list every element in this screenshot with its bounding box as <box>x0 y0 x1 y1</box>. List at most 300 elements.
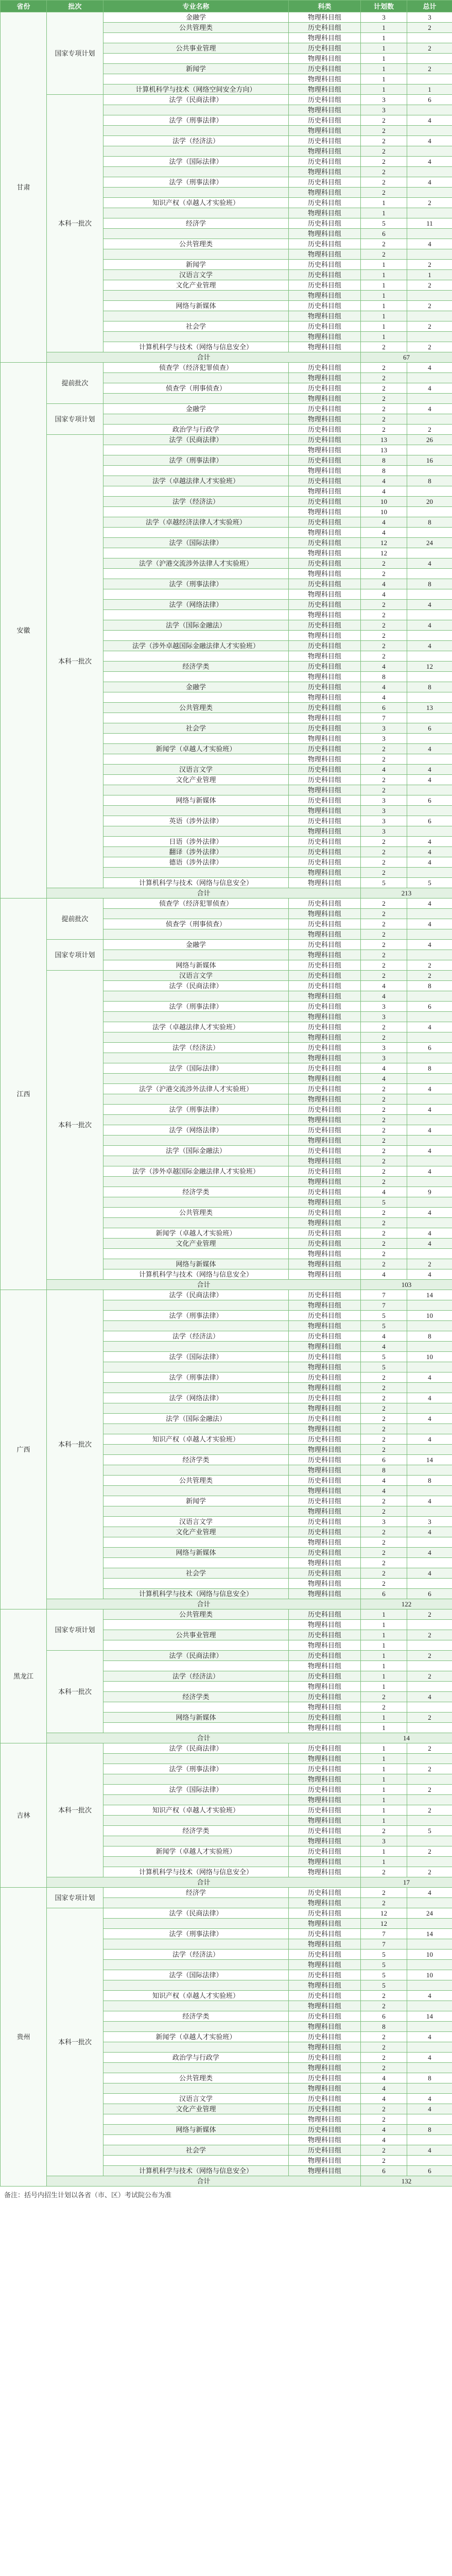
plan-count-cell: 7 <box>361 1939 407 1950</box>
subject-group-cell: 物理科目组 <box>289 929 361 940</box>
total-value: 122 <box>361 1599 452 1609</box>
major-cell <box>103 672 289 682</box>
subject-group-cell: 物理科目组 <box>289 734 361 744</box>
major-cell: 法学（民商法律） <box>103 1290 289 1300</box>
major-cell: 法学（刑事法律） <box>103 1105 289 1115</box>
plan-count-cell: 4 <box>361 2073 407 2083</box>
major-cell: 法学（网络法律） <box>103 600 289 610</box>
total-cell: 4 <box>407 404 452 414</box>
subject-group-cell: 物理科目组 <box>289 610 361 620</box>
total-cell: 9 <box>407 1187 452 1197</box>
major-cell <box>103 2022 289 2032</box>
total-cell <box>407 1218 452 1228</box>
header-subject-group: 科类 <box>289 1 361 12</box>
major-cell <box>103 713 289 723</box>
total-cell: 2 <box>407 1743 452 1754</box>
plan-count-cell: 2 <box>361 1156 407 1166</box>
total-cell <box>407 1795 452 1805</box>
major-cell: 社会学 <box>103 321 289 332</box>
major-cell <box>103 1424 289 1434</box>
plan-count-cell: 2 <box>361 940 407 950</box>
plan-count-cell: 2 <box>361 146 407 157</box>
subject-group-cell: 物理科目组 <box>289 1259 361 1269</box>
total-cell: 2 <box>407 1846 452 1857</box>
total-cell: 4 <box>407 1084 452 1094</box>
major-cell: 法学（刑事法律） <box>103 455 289 466</box>
major-cell <box>103 651 289 662</box>
major-cell: 经济学 <box>103 218 289 229</box>
total-cell <box>407 74 452 84</box>
plan-count-cell: 13 <box>361 445 407 455</box>
plan-count-cell: 2 <box>361 2063 407 2073</box>
subject-group-cell: 物理科目组 <box>289 1197 361 1208</box>
total-cell: 14 <box>407 1455 452 1465</box>
subject-group-cell: 历史科目组 <box>289 383 361 394</box>
major-cell <box>103 2042 289 2053</box>
table-header-row <box>1 1 452 12</box>
plan-count-cell: 4 <box>361 2125 407 2135</box>
plan-count-cell: 1 <box>361 33 407 43</box>
plan-count-cell: 2 <box>361 394 407 404</box>
subject-group-cell: 历史科目组 <box>289 2094 361 2104</box>
major-cell <box>103 414 289 425</box>
total-cell <box>407 548 452 558</box>
subject-group-cell: 物理科目组 <box>289 1579 361 1589</box>
total-cell: 4 <box>407 1888 452 1898</box>
plan-count-cell: 6 <box>361 1589 407 1599</box>
plan-count-cell: 2 <box>361 1383 407 1393</box>
major-cell: 汉语言文学 <box>103 1517 289 1527</box>
plan-count-cell: 4 <box>361 1476 407 1486</box>
subject-group-cell: 历史科目组 <box>289 641 361 651</box>
total-cell <box>407 373 452 383</box>
major-cell: 法学（卓越法律人才实验班） <box>103 1022 289 1032</box>
subject-group-cell: 物理科目组 <box>289 1053 361 1063</box>
plan-count-cell: 2 <box>361 558 407 569</box>
major-cell <box>103 1754 289 1764</box>
major-cell <box>103 1342 289 1352</box>
subject-group-cell: 历史科目组 <box>289 1805 361 1816</box>
total-cell: 3 <box>407 12 452 23</box>
total-cell <box>407 1197 452 1208</box>
total-cell <box>407 1300 452 1311</box>
plan-count-cell: 1 <box>361 1640 407 1651</box>
subject-group-cell: 历史科目组 <box>289 940 361 950</box>
major-cell <box>103 394 289 404</box>
major-cell <box>103 105 289 115</box>
subject-group-cell: 物理科目组 <box>289 1640 361 1651</box>
plan-count-cell: 2 <box>361 1115 407 1125</box>
header-batch: 批次 <box>47 1 103 12</box>
total-cell: 4 <box>407 1568 452 1579</box>
plan-count-cell: 1 <box>361 332 407 342</box>
total-cell <box>407 950 452 960</box>
total-cell: 4 <box>407 177 452 188</box>
subject-group-cell: 物理科目组 <box>289 84 361 95</box>
plan-count-cell: 1 <box>361 64 407 74</box>
total-cell: 5 <box>407 878 452 888</box>
plan-count-cell: 3 <box>361 734 407 744</box>
subject-group-cell: 物理科目组 <box>289 1836 361 1846</box>
total-cell: 4 <box>407 1239 452 1249</box>
total-cell <box>407 1032 452 1043</box>
subject-group-cell: 物理科目组 <box>289 2042 361 2053</box>
total-cell <box>407 1094 452 1105</box>
major-cell: 知识产权（卓越人才实验班） <box>103 1805 289 1816</box>
plan-count-cell: 4 <box>361 991 407 1002</box>
plan-count-cell: 3 <box>361 816 407 826</box>
subject-group-cell: 历史科目组 <box>289 270 361 280</box>
total-cell <box>407 713 452 723</box>
subject-group-cell: 物理科目组 <box>289 126 361 136</box>
plan-count-cell: 2 <box>361 136 407 146</box>
plan-count-cell: 2 <box>361 373 407 383</box>
subject-group-cell: 物理科目组 <box>289 1403 361 1414</box>
subject-group-cell: 物理科目组 <box>289 1269 361 1280</box>
total-cell <box>407 33 452 43</box>
total-cell <box>407 2001 452 2011</box>
total-cell: 4 <box>407 115 452 126</box>
plan-count-cell: 1 <box>361 280 407 291</box>
plan-count-cell: 2 <box>361 1228 407 1239</box>
plan-count-cell: 4 <box>361 517 407 528</box>
plan-count-cell: 12 <box>361 1908 407 1919</box>
plan-count-cell: 2 <box>361 1867 407 1877</box>
plan-count-cell: 2 <box>361 950 407 960</box>
plan-count-cell: 2 <box>361 126 407 136</box>
total-cell <box>407 1558 452 1568</box>
major-cell <box>103 1218 289 1228</box>
major-cell: 公共管理类 <box>103 239 289 249</box>
major-cell: 法学（刑事法律） <box>103 177 289 188</box>
major-cell <box>103 1836 289 1846</box>
subject-group-cell: 历史科目组 <box>289 1630 361 1640</box>
major-cell: 计算机科学与技术（网络与信息安全） <box>103 1589 289 1599</box>
subject-group-cell: 物理科目组 <box>289 528 361 538</box>
plan-count-cell: 1 <box>361 1620 407 1630</box>
major-cell <box>103 785 289 795</box>
subject-group-cell: 历史科目组 <box>289 558 361 569</box>
plan-count-cell: 2 <box>361 744 407 754</box>
major-cell <box>103 1197 289 1208</box>
major-cell: 法学（国际金融法） <box>103 620 289 631</box>
subject-group-cell: 物理科目组 <box>289 1383 361 1393</box>
plan-count-cell: 5 <box>361 1970 407 1980</box>
total-cell <box>407 311 452 321</box>
plan-count-cell: 1 <box>361 1846 407 1857</box>
plan-count-cell: 2 <box>361 2053 407 2063</box>
major-cell <box>103 929 289 940</box>
subject-group-cell: 历史科目组 <box>289 682 361 692</box>
major-cell <box>103 1960 289 1970</box>
major-cell <box>103 1300 289 1311</box>
plan-count-cell: 2 <box>361 868 407 878</box>
plan-count-cell: 2 <box>361 1403 407 1414</box>
total-cell: 4 <box>407 1269 452 1280</box>
plan-count-cell: 1 <box>361 1609 407 1620</box>
total-cell: 2 <box>407 260 452 270</box>
batch-cell: 提前批次 <box>47 363 103 404</box>
total-cell: 4 <box>407 837 452 847</box>
major-cell <box>103 1558 289 1568</box>
major-cell: 汉语言文学 <box>103 971 289 981</box>
subject-group-cell: 物理科目组 <box>289 167 361 177</box>
subject-group-cell: 物理科目组 <box>289 414 361 425</box>
total-cell <box>407 1115 452 1125</box>
total-cell <box>407 991 452 1002</box>
major-cell <box>103 1115 289 1125</box>
major-cell: 法学（沪港交流涉外法律人才实验班） <box>103 558 289 569</box>
total-cell: 13 <box>407 703 452 713</box>
plan-count-cell: 8 <box>361 466 407 476</box>
total-cell: 2 <box>407 1805 452 1816</box>
plan-count-cell: 13 <box>361 435 407 445</box>
major-cell: 计算机科学与技术（网络与信息安全） <box>103 2166 289 2176</box>
major-cell <box>103 826 289 837</box>
total-cell <box>407 2022 452 2032</box>
plan-count-cell: 4 <box>361 528 407 538</box>
major-cell <box>103 754 289 765</box>
plan-count-cell: 2 <box>361 1826 407 1836</box>
major-cell <box>103 167 289 177</box>
total-cell: 4 <box>407 857 452 868</box>
plan-count-cell: 3 <box>361 1517 407 1527</box>
major-cell: 经济学类 <box>103 1455 289 1465</box>
subject-group-cell: 历史科目组 <box>289 218 361 229</box>
subject-group-cell: 物理科目组 <box>289 466 361 476</box>
total-cell: 6 <box>407 723 452 734</box>
plan-count-cell: 3 <box>361 806 407 816</box>
major-cell: 汉语言文学 <box>103 270 289 280</box>
major-cell: 法学（网络法律） <box>103 1393 289 1403</box>
major-cell <box>103 1136 289 1146</box>
subject-group-cell: 历史科目组 <box>289 1372 361 1383</box>
total-cell: 14 <box>407 2011 452 2022</box>
subject-group-cell: 历史科目组 <box>289 435 361 445</box>
subject-group-cell: 历史科目组 <box>289 239 361 249</box>
plan-count-cell: 2 <box>361 2032 407 2042</box>
plan-count-cell: 2 <box>361 600 407 610</box>
total-cell <box>407 2063 452 2073</box>
major-cell: 公共管理类 <box>103 23 289 33</box>
plan-count-cell: 4 <box>361 662 407 672</box>
subject-group-cell: 物理科目组 <box>289 1177 361 1187</box>
subject-group-cell: 物理科目组 <box>289 1486 361 1496</box>
plan-count-cell: 4 <box>361 1074 407 1084</box>
subject-group-cell: 物理科目组 <box>289 1723 361 1733</box>
subject-group-cell: 历史科目组 <box>289 2032 361 2042</box>
plan-count-cell: 5 <box>361 1960 407 1970</box>
total-cell: 4 <box>407 1991 452 2001</box>
total-cell <box>407 146 452 157</box>
major-cell <box>103 74 289 84</box>
total-cell: 4 <box>407 775 452 785</box>
major-cell <box>103 1383 289 1393</box>
major-cell <box>103 868 289 878</box>
subject-group-cell: 历史科目组 <box>289 1187 361 1197</box>
plan-count-cell: 1 <box>361 1661 407 1671</box>
plan-count-cell: 2 <box>361 157 407 167</box>
total-cell: 2 <box>407 1259 452 1269</box>
province-total-row <box>1 1877 452 1888</box>
batch-cell: 本科一批次 <box>47 971 103 1280</box>
subject-group-cell: 物理科目组 <box>289 2001 361 2011</box>
plan-count-cell: 6 <box>361 2166 407 2176</box>
major-cell <box>103 569 289 579</box>
subject-group-cell: 物理科目组 <box>289 713 361 723</box>
subject-group-cell: 历史科目组 <box>289 1846 361 1857</box>
major-cell: 翻译（涉外法律） <box>103 847 289 857</box>
plan-count-cell: 2 <box>361 971 407 981</box>
province-cell: 安徽 <box>1 363 47 899</box>
subject-group-cell: 历史科目组 <box>289 600 361 610</box>
province-cell: 吉林 <box>1 1743 47 1888</box>
subject-group-cell: 历史科目组 <box>289 321 361 332</box>
subject-group-cell: 历史科目组 <box>289 1991 361 2001</box>
plan-count-cell: 1 <box>361 1785 407 1795</box>
plan-count-cell: 2 <box>361 1537 407 1548</box>
subject-group-cell: 物理科目组 <box>289 208 361 218</box>
plan-count-cell: 3 <box>361 95 407 105</box>
total-cell <box>407 1012 452 1022</box>
subject-group-cell: 物理科目组 <box>289 1032 361 1043</box>
plan-count-cell: 2 <box>361 1445 407 1455</box>
plan-count-cell: 1 <box>361 301 407 311</box>
major-cell <box>103 589 289 600</box>
total-cell: 24 <box>407 1908 452 1919</box>
subject-group-cell: 历史科目组 <box>289 1455 361 1465</box>
subject-group-cell: 物理科目组 <box>289 826 361 837</box>
plan-count-cell: 2 <box>361 899 407 909</box>
total-cell: 2 <box>407 960 452 971</box>
plan-count-cell: 2 <box>361 785 407 795</box>
total-cell: 4 <box>407 239 452 249</box>
plan-count-cell: 2 <box>361 1506 407 1517</box>
total-cell <box>407 1445 452 1455</box>
major-cell: 法学（国际法律） <box>103 1785 289 1795</box>
plan-count-cell: 2 <box>361 960 407 971</box>
major-cell: 政治学与行政学 <box>103 2053 289 2063</box>
plan-count-cell: 1 <box>361 1764 407 1774</box>
subject-group-cell: 物理科目组 <box>289 1939 361 1950</box>
subject-group-cell: 物理科目组 <box>289 1094 361 1105</box>
plan-count-cell: 4 <box>361 1063 407 1074</box>
plan-count-cell: 1 <box>361 43 407 54</box>
plan-count-cell: 4 <box>361 589 407 600</box>
total-cell: 24 <box>407 538 452 548</box>
major-cell: 金融学 <box>103 12 289 23</box>
total-value: 14 <box>361 1733 452 1743</box>
subject-group-cell: 物理科目组 <box>289 1362 361 1372</box>
total-cell: 4 <box>407 558 452 569</box>
batch-cell: 国家专项计划 <box>47 404 103 435</box>
plan-count-cell: 2 <box>361 1527 407 1537</box>
major-cell: 法学（民商法律） <box>103 1743 289 1754</box>
subject-group-cell: 历史科目组 <box>289 1290 361 1300</box>
subject-group-cell: 历史科目组 <box>289 1002 361 1012</box>
major-cell: 计算机科学与技术（网络与信息安全） <box>103 878 289 888</box>
subject-group-cell: 历史科目组 <box>289 1908 361 1919</box>
subject-group-cell: 历史科目组 <box>289 157 361 167</box>
major-cell: 计算机科学与技术（网络空间安全方向） <box>103 84 289 95</box>
total-cell <box>407 466 452 476</box>
plan-count-cell: 2 <box>361 1084 407 1094</box>
plan-count-cell: 1 <box>361 1857 407 1867</box>
subject-group-cell: 历史科目组 <box>289 847 361 857</box>
major-cell: 法学（网络法律） <box>103 1125 289 1136</box>
major-cell: 侦查学（经济犯罪侦查） <box>103 363 289 373</box>
plan-count-cell: 2 <box>361 167 407 177</box>
major-cell <box>103 1816 289 1826</box>
major-cell <box>103 1980 289 1991</box>
subject-group-cell: 物理科目组 <box>289 291 361 301</box>
plan-count-cell: 2 <box>361 909 407 919</box>
major-cell <box>103 1465 289 1476</box>
subject-group-cell: 历史科目组 <box>289 455 361 466</box>
major-cell <box>103 2114 289 2125</box>
subject-group-cell: 物理科目组 <box>289 1465 361 1476</box>
plan-count-cell: 2 <box>361 1434 407 1445</box>
total-cell <box>407 394 452 404</box>
total-cell: 8 <box>407 1331 452 1342</box>
total-value: 103 <box>361 1280 452 1290</box>
subject-group-cell: 物理科目组 <box>289 2083 361 2094</box>
total-label: 合计 <box>47 888 361 899</box>
subject-group-cell: 历史科目组 <box>289 1692 361 1702</box>
subject-group-cell: 物理科目组 <box>289 1960 361 1970</box>
subject-group-cell: 历史科目组 <box>289 1434 361 1445</box>
province-cell: 黑龙江 <box>1 1609 47 1743</box>
total-cell <box>407 1661 452 1671</box>
total-cell: 5 <box>407 1826 452 1836</box>
province-cell: 广西 <box>1 1290 47 1609</box>
total-cell: 26 <box>407 435 452 445</box>
plan-count-cell: 2 <box>361 1177 407 1187</box>
plan-count-cell: 2 <box>361 1259 407 1269</box>
major-cell: 法学（民商法律） <box>103 95 289 105</box>
table-row <box>1 1609 452 1620</box>
plan-count-cell: 10 <box>361 507 407 517</box>
subject-group-cell: 历史科目组 <box>289 1414 361 1424</box>
plan-count-cell: 7 <box>361 1300 407 1311</box>
total-cell <box>407 208 452 218</box>
major-cell: 计算机科学与技术（网络与信息安全） <box>103 1269 289 1280</box>
total-cell: 4 <box>407 1166 452 1177</box>
subject-group-cell: 物理科目组 <box>289 2135 361 2145</box>
subject-group-cell: 物理科目组 <box>289 249 361 260</box>
major-cell: 社会学 <box>103 723 289 734</box>
subject-group-cell: 历史科目组 <box>289 857 361 868</box>
footnote: 备注：括号内招生计划以各省（市、区）考试院公布为准 <box>4 2191 172 2199</box>
subject-group-cell: 物理科目组 <box>289 1661 361 1671</box>
total-cell <box>407 1506 452 1517</box>
subject-group-cell: 物理科目组 <box>289 950 361 960</box>
total-value: 132 <box>361 2176 452 2187</box>
subject-group-cell: 历史科目组 <box>289 1393 361 1403</box>
subject-group-cell: 历史科目组 <box>289 280 361 291</box>
plan-count-cell: 4 <box>361 486 407 497</box>
total-cell: 4 <box>407 744 452 754</box>
plan-count-cell: 2 <box>361 115 407 126</box>
major-cell <box>103 291 289 301</box>
plan-count-cell: 2 <box>361 1888 407 1898</box>
total-cell: 6 <box>407 1002 452 1012</box>
subject-group-cell: 历史科目组 <box>289 497 361 507</box>
total-cell: 4 <box>407 383 452 394</box>
total-cell <box>407 2042 452 2053</box>
subject-group-cell: 历史科目组 <box>289 538 361 548</box>
major-cell: 新闻学（卓越人才实验班） <box>103 744 289 754</box>
